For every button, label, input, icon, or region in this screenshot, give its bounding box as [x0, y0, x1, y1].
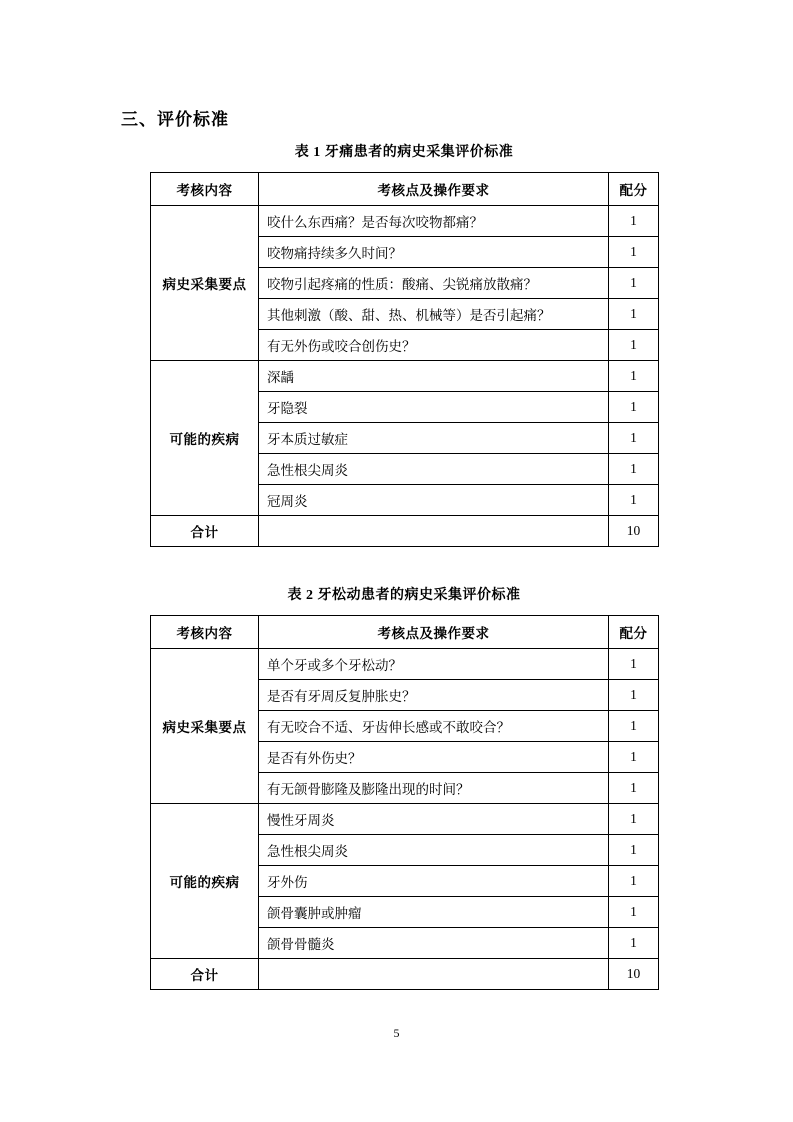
item-score: 1 — [609, 711, 659, 742]
header-cell-score: 配分 — [609, 616, 659, 649]
item-score: 1 — [609, 928, 659, 959]
item-score: 1 — [609, 866, 659, 897]
item-score: 1 — [609, 742, 659, 773]
item-score: 1 — [609, 773, 659, 804]
item-score: 1 — [609, 268, 659, 299]
item-score: 1 — [609, 454, 659, 485]
item-score: 1 — [609, 361, 659, 392]
total-label: 合计 — [151, 516, 259, 547]
page-number: 5 — [393, 1026, 400, 1040]
table2-header-row — [151, 616, 659, 649]
item-text: 慢性牙周炎 — [259, 804, 609, 835]
header-cell-score: 配分 — [609, 173, 659, 206]
table1 — [150, 172, 659, 547]
section-heading: 三、评价标准 — [121, 110, 229, 129]
empty-cell — [259, 516, 609, 547]
item-text: 有无咬合不适、牙齿伸长感或不敢咬合？ — [259, 711, 609, 742]
table1-title: 表 1 牙痛患者的病史采集评价标准 — [294, 145, 514, 160]
total-row — [151, 516, 659, 547]
item-text: 牙本质过敏症 — [259, 423, 609, 454]
item-text: 急性根尖周炎 — [259, 835, 609, 866]
item-score: 1 — [609, 897, 659, 928]
group-label-diseases: 可能的疾病 — [151, 804, 259, 959]
table2 — [150, 615, 659, 990]
item-score: 1 — [609, 804, 659, 835]
item-text: 咬物痛持续多久时间？ — [259, 237, 609, 268]
item-score: 1 — [609, 299, 659, 330]
group-label-history: 病史采集要点 — [151, 649, 259, 804]
item-score: 1 — [609, 649, 659, 680]
item-score: 1 — [609, 237, 659, 268]
header-cell-requirements: 考核点及操作要求 — [259, 173, 609, 206]
table-row — [151, 804, 659, 835]
header-cell-content: 考核内容 — [151, 616, 259, 649]
item-text: 有无颌骨膨隆及膨隆出现的时间？ — [259, 773, 609, 804]
table2-block — [150, 587, 658, 990]
item-text: 其他刺激（酸、甜、热、机械等）是否引起痛？ — [259, 299, 609, 330]
item-score: 1 — [609, 330, 659, 361]
empty-cell — [259, 959, 609, 990]
header-cell-content: 考核内容 — [151, 173, 259, 206]
item-text: 冠周炎 — [259, 485, 609, 516]
item-text: 颌骨骨髓炎 — [259, 928, 609, 959]
total-row — [151, 959, 659, 990]
item-text: 牙外伤 — [259, 866, 609, 897]
item-score: 1 — [609, 423, 659, 454]
item-score: 1 — [609, 680, 659, 711]
item-score: 1 — [609, 392, 659, 423]
table1-header-row — [151, 173, 659, 206]
item-text: 是否有牙周反复肿胀史？ — [259, 680, 609, 711]
group-label-diseases: 可能的疾病 — [151, 361, 259, 516]
total-score: 10 — [609, 516, 659, 547]
item-text: 急性根尖周炎 — [259, 454, 609, 485]
item-text: 牙隐裂 — [259, 392, 609, 423]
item-score: 1 — [609, 835, 659, 866]
item-text: 咬物引起疼痛的性质：酸痛、尖锐痛放散痛？ — [259, 268, 609, 299]
header-cell-requirements: 考核点及操作要求 — [259, 616, 609, 649]
item-text: 颌骨囊肿或肿瘤 — [259, 897, 609, 928]
table-row — [151, 649, 659, 680]
item-score: 1 — [609, 206, 659, 237]
item-score: 1 — [609, 485, 659, 516]
item-text: 是否有外伤史？ — [259, 742, 609, 773]
item-text: 深龋 — [259, 361, 609, 392]
item-text: 有无外伤或咬合创伤史？ — [259, 330, 609, 361]
total-label: 合计 — [151, 959, 259, 990]
table2-title: 表 2 牙松动患者的病史采集评价标准 — [287, 588, 521, 603]
total-score: 10 — [609, 959, 659, 990]
table-row — [151, 206, 659, 237]
item-text: 单个牙或多个牙松动？ — [259, 649, 609, 680]
group-label-history: 病史采集要点 — [151, 206, 259, 361]
table1-block — [150, 144, 658, 547]
item-text: 咬什么东西痛？是否每次咬物都痛？ — [259, 206, 609, 237]
table-row — [151, 361, 659, 392]
